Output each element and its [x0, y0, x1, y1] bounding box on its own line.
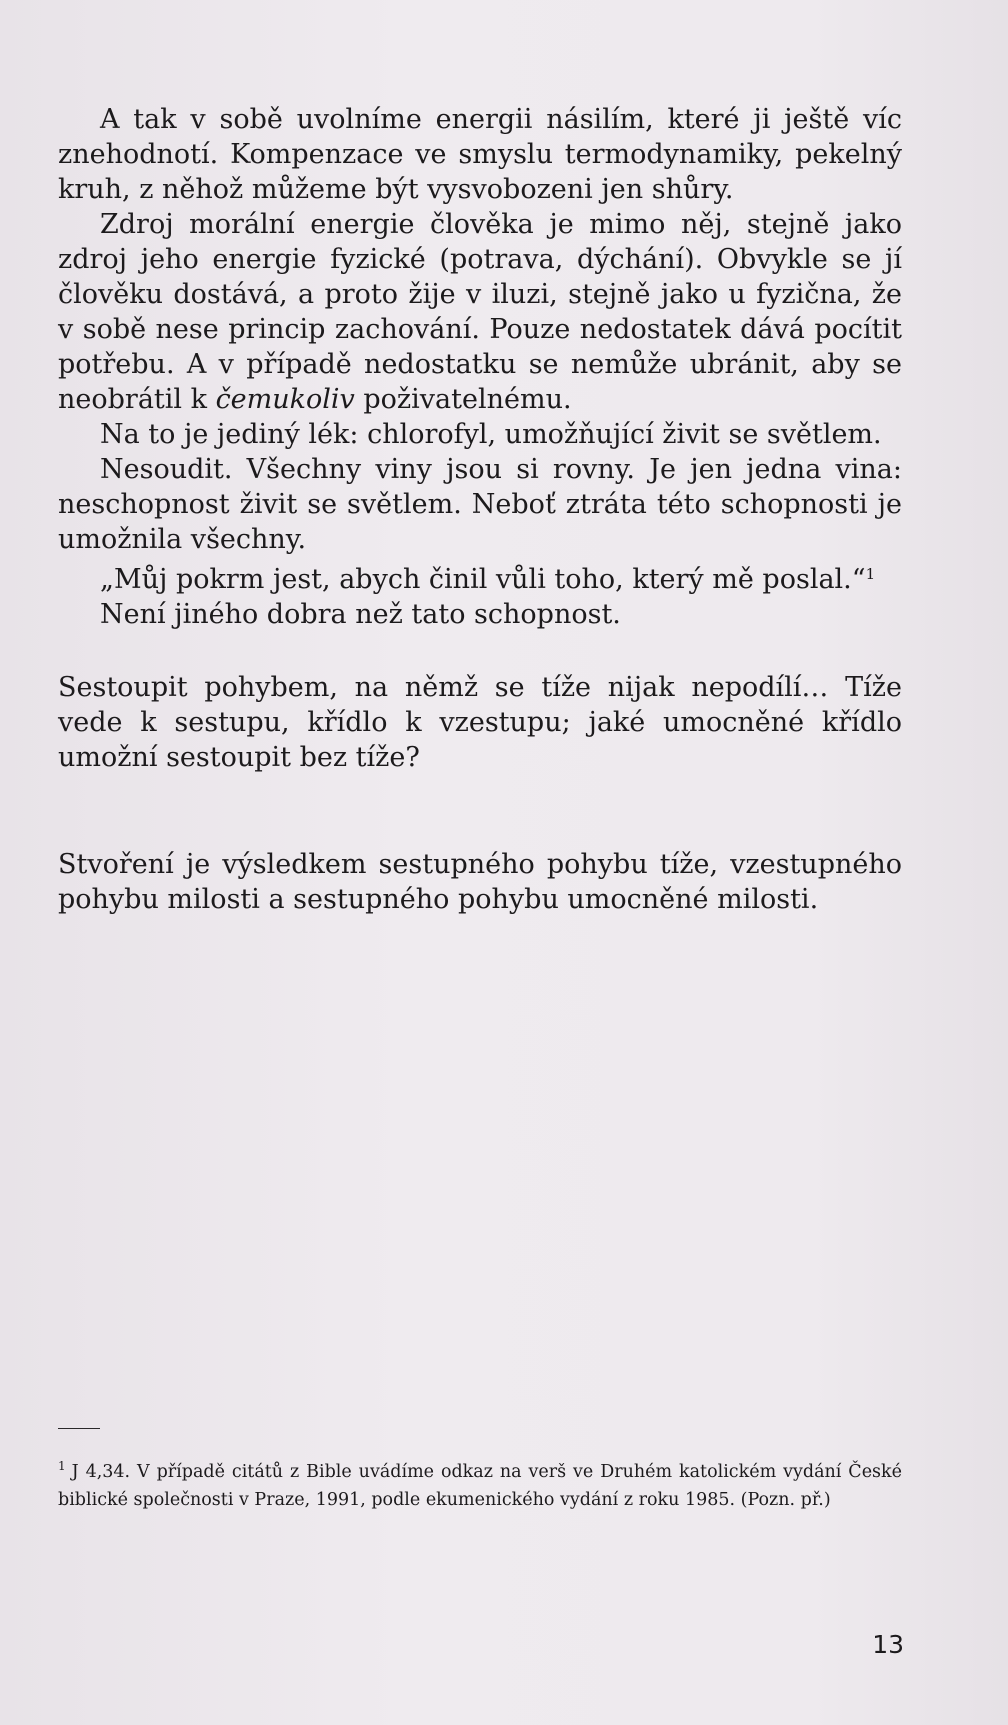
paragraph-3: Na to je jediný lék: chlorofyl, umožňující živit se světlem.: [100, 419, 882, 450]
paragraph-2: [58, 207, 902, 417]
paragraph-2-text: Zdroj morální energie člověka je mimo něj, stejně jako zdroj jeho energie fyzické (potrava, dýchání). Obvykle se jí člověku dostává, a proto žije v iluzi, stejně jako u fyzična, že v sobě nese princip zachování. Pouze nedostatek dává pocítit potřebu. A v případě nedostatku se nemůže ubránit, aby se neobrátil k: [58, 209, 902, 415]
footnote-text: J 4,34. V případě citátů z Bible uvádíme odkaz na verš ve Druhém katolickém vydání České biblické společnosti v Praze, 1991, podle ekumenického vydání z roku 1985. (Pozn. př.): [58, 1462, 902, 1510]
paragraph-6: Není jiného dobra než tato schopnost.: [100, 599, 621, 630]
paragraph-5-quote: [58, 557, 902, 597]
paragraph-2-end: poživatelnému.: [354, 384, 572, 415]
paragraph-7: Sestoupit pohybem, na němž se tíže nijak nepodílí… Tíže vede k sestupu, křídlo k vzestupu; jaké umocněné křídlo umožní sestoupit bez tíže?: [58, 672, 902, 773]
paragraph-4: Nesoudit. Všechny viny jsou si rovny. Je jen jedna vina: neschopnost živit se světlem. Neboť ztráta této schopnosti je umožnila všechny.: [58, 454, 902, 555]
footnote-mark: 1: [58, 1459, 66, 1473]
page-number: 13: [872, 1630, 904, 1659]
section-gap: [58, 632, 902, 670]
paragraph-1: A tak v sobě uvolníme energii násilím, které ji ještě víc znehodnotí. Kompenzace ve smyslu termodynamiky, pekelný kruh, z něhož můžeme být vysvobozeni jen shůry.: [58, 104, 902, 205]
main-text: [58, 102, 902, 917]
paragraph-8: Stvoření je výsledkem sestupného pohybu tíže, vzestupného pohybu milosti a sestupného pohybu umocněné milosti.: [58, 849, 902, 915]
footnote: [58, 1452, 902, 1514]
quote-text: „Můj pokrm jest, abych činil vůli toho, který mě poslal.“: [100, 564, 866, 595]
section-gap: [58, 775, 902, 847]
footnote-rule: [58, 1428, 100, 1429]
footnote-reference: 1: [865, 565, 876, 583]
paragraph-2-italic: čemukoliv: [215, 384, 355, 415]
